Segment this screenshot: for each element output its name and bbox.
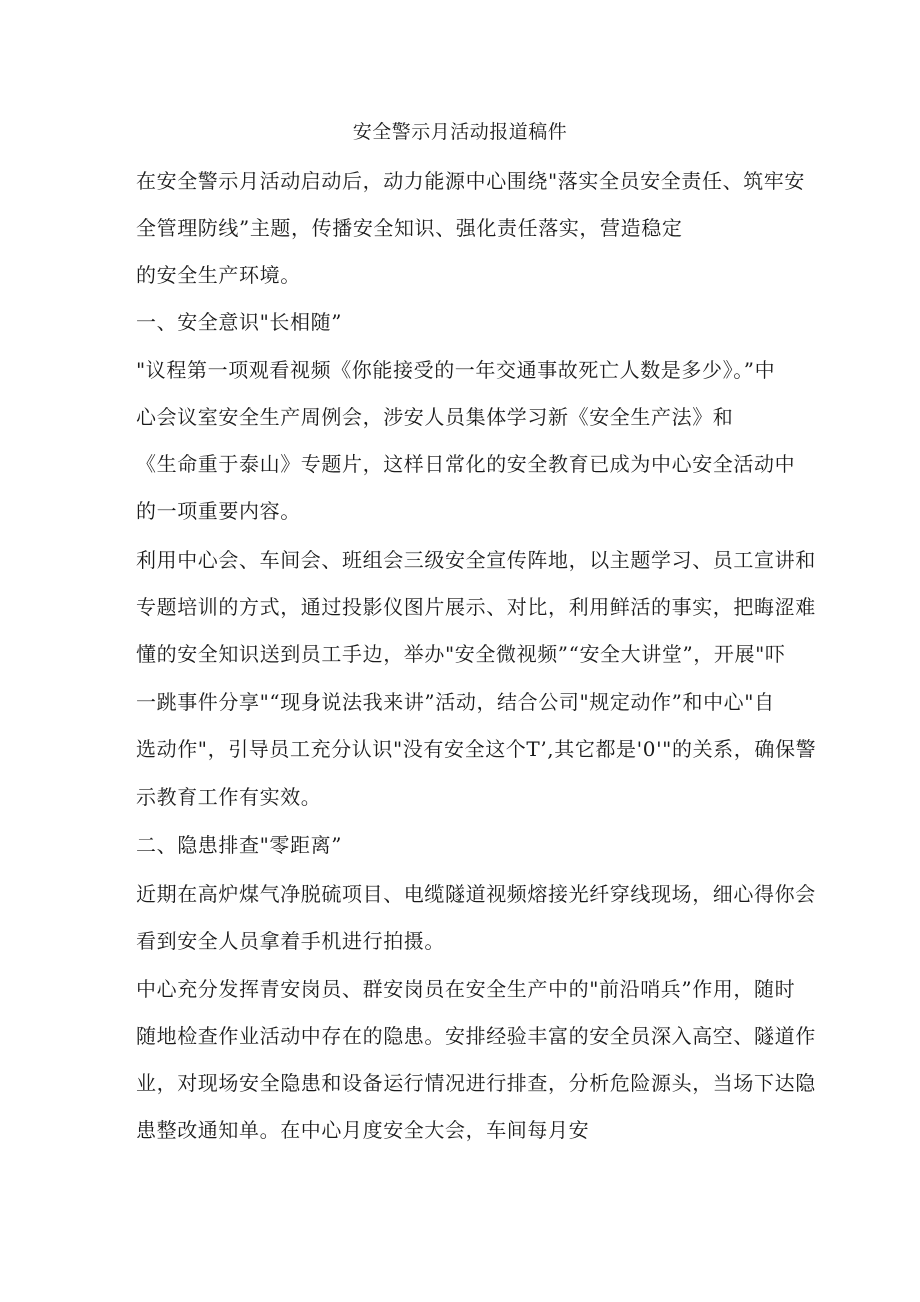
paragraph-line: 患整改通知单。在中心月度安全大会，车间每月安 — [136, 1118, 590, 1142]
document-title: 安全警示月活动报道稿件 — [352, 121, 568, 143]
paragraph-line: 示教育工作有实效。 — [136, 785, 322, 809]
paragraph-line: "议程第一项观看视频《你能接受的一年交通事故死亡人数是多少》。”中 — [136, 358, 776, 382]
paragraph-line: 中心充分发挥青安岗员、群安岗员在安全生产中的"前沿哨兵”作用，随时 — [136, 977, 796, 1001]
paragraph-line: 心会议室安全生产周例会，涉安人员集体学习新《安全生产法》和 — [136, 405, 734, 429]
paragraph-line: 近期在高炉煤气净脱硫项目、电缆隧道视频熔接光纤穿线现场，细心得你会 — [136, 882, 816, 906]
paragraph-line: 利用中心会、车间会、班组会三级安全宣传阵地，以主题学习、员工宣讲和 — [136, 548, 816, 572]
paragraph-line: 随地检查作业活动中存在的隐患。安排经验丰富的安全员深入高空、隧道作 — [136, 1024, 816, 1048]
intro-line-2: 全管理防线”主题，传播安全知识、强化责任落实，营造稳定 — [136, 216, 683, 240]
section-heading-2: 二、隐患排查"零距离” — [136, 833, 343, 857]
paragraph-line: 专题培训的方式，通过投影仪图片展示、对比，利用鲜活的事实，把晦涩难 — [136, 595, 816, 619]
paragraph-line: 《生命重于泰山》专题片，这样日常化的安全教育已成为中心安全活动中 — [136, 452, 796, 476]
paragraph-line: 懂的安全知识送到员工手边，举办"安全微视频”“安全大讲堂”，开展"吓 — [136, 642, 786, 666]
intro-line-3: 的安全生产环境。 — [136, 263, 301, 287]
paragraph-line: 的一项重要内容。 — [136, 499, 301, 523]
paragraph-line: 一跳事件分享"“现身说法我来讲”活动，结合公司"规定动作”和中心"自 — [136, 690, 775, 714]
paragraph-line: 选动作"，引导员工充分认识"没有安全这个T’,其它都是'0'"的关系，确保警 — [136, 737, 817, 761]
intro-line-1: 在安全警示月活动启动后，动力能源中心围绕"落实全员安全责任、筑牢安 — [136, 169, 805, 193]
paragraph-line: 看到安全人员拿着手机进行拍摄。 — [136, 929, 445, 953]
paragraph-line: 业，对现场安全隐患和设备运行情况进行排查，分析危险源头，当场下达隐 — [136, 1071, 816, 1095]
section-heading-1: 一、安全意识"长相随” — [136, 310, 343, 334]
